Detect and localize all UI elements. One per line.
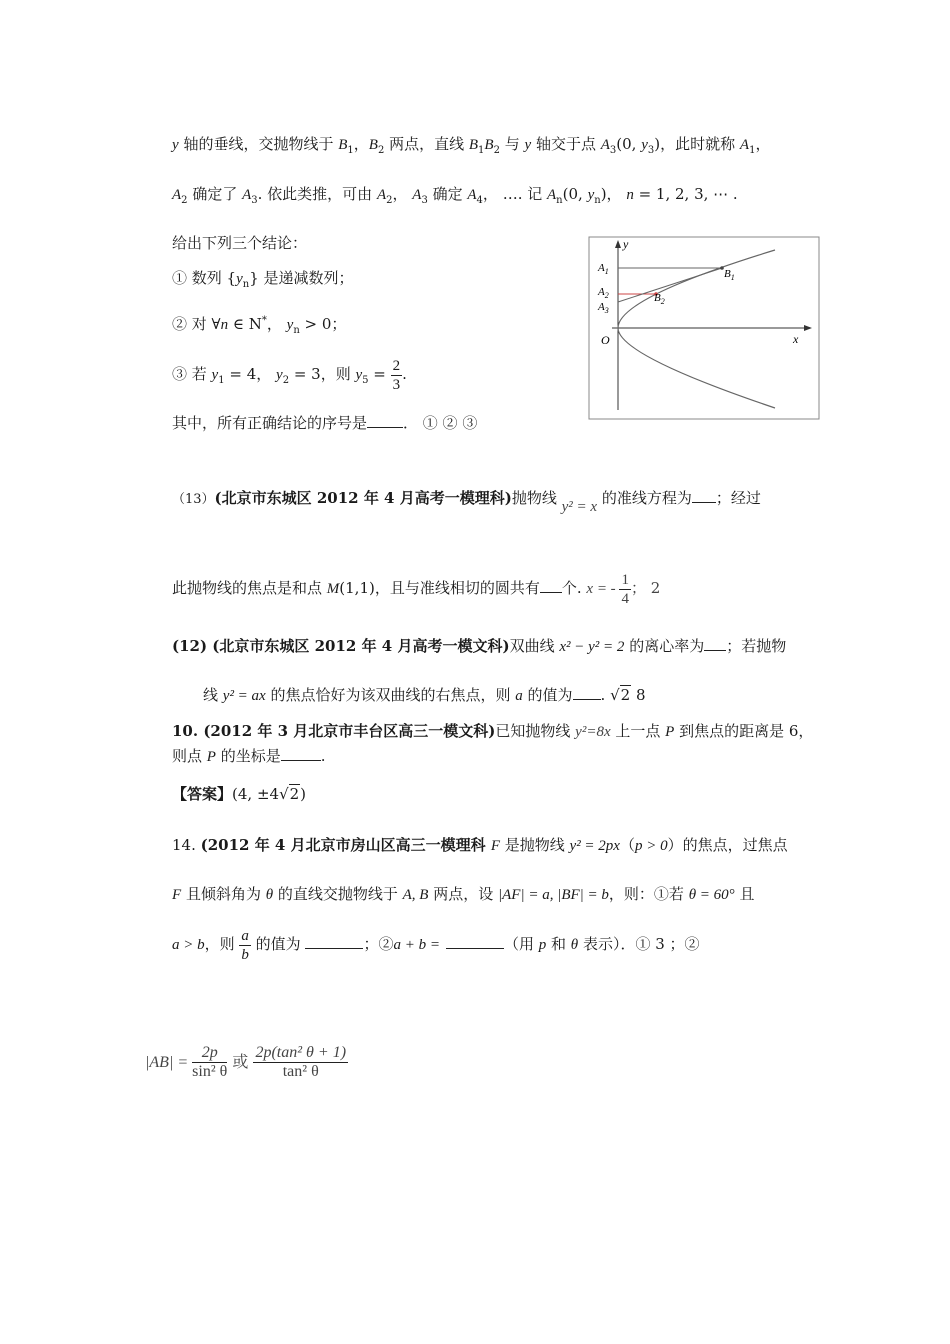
fraction bbox=[391, 357, 403, 394]
text: )， bbox=[600, 185, 627, 203]
q12-line-2 bbox=[203, 685, 646, 706]
text: y bbox=[524, 137, 532, 153]
q14-line-2 bbox=[172, 884, 754, 905]
text: (0, bbox=[616, 135, 642, 153]
text: 两点，设 bbox=[428, 885, 499, 903]
fraction bbox=[192, 1044, 227, 1081]
sqrt-value: 2 bbox=[289, 785, 300, 803]
label-b2: $B_2$ bbox=[654, 292, 665, 306]
text: A bbox=[600, 137, 610, 153]
text: B bbox=[468, 137, 479, 153]
equation: x² − y² = 2 bbox=[559, 639, 625, 655]
text: ，则：①若 bbox=[608, 885, 689, 903]
text: )，此时就称 bbox=[654, 135, 740, 153]
equation: a > b bbox=[172, 937, 205, 953]
text: 已知抛物线 bbox=[495, 722, 576, 740]
numerator: 1 bbox=[621, 571, 629, 588]
sqrt-value: 2 bbox=[620, 686, 631, 704]
answer-label: 【答案】 bbox=[172, 785, 233, 803]
text: 确定了 bbox=[187, 185, 243, 203]
text: 2 bbox=[282, 375, 290, 386]
text: 的准线方程为 bbox=[597, 489, 692, 507]
text: 其中，所有正确结论的序号是 bbox=[172, 414, 368, 432]
q10-answer bbox=[172, 784, 306, 804]
text: } 是递减数列； bbox=[249, 269, 354, 287]
text: 到焦点的距离是 bbox=[674, 722, 789, 740]
equation: θ = 60° bbox=[688, 887, 735, 903]
text: y bbox=[172, 137, 179, 153]
text: . 依此类推，可由 bbox=[257, 185, 377, 203]
text: ，且与准线相切的圆共有 bbox=[374, 579, 540, 597]
text: p bbox=[538, 937, 547, 953]
text: n bbox=[242, 279, 250, 290]
text: 2 bbox=[377, 145, 385, 156]
text: A bbox=[242, 187, 252, 203]
question-ask bbox=[172, 413, 477, 433]
text: y bbox=[286, 317, 294, 333]
numerator: 2p(tan² θ + 1) bbox=[255, 1044, 347, 1061]
text: A bbox=[739, 137, 750, 153]
answer-blank bbox=[573, 685, 601, 700]
answer-text: (4, ±4 bbox=[232, 785, 280, 803]
text: F bbox=[490, 838, 500, 854]
fraction bbox=[619, 571, 631, 608]
denominator: tan² θ bbox=[282, 1063, 319, 1080]
answer-text: x = - bbox=[586, 581, 620, 597]
label-b1: $B_1$ bbox=[724, 268, 735, 282]
q14-line-1 bbox=[172, 835, 788, 856]
text: ， bbox=[755, 135, 771, 153]
text: 则点 bbox=[172, 747, 207, 765]
text: 确定 bbox=[427, 185, 468, 203]
text: ， bbox=[353, 135, 369, 153]
text: (1,1) bbox=[339, 579, 375, 597]
text: A bbox=[376, 187, 387, 203]
text: A bbox=[547, 187, 557, 203]
text: 3 bbox=[647, 145, 655, 156]
text: 是抛物线 bbox=[499, 836, 570, 854]
text: ）的焦点，过焦点 bbox=[667, 836, 788, 854]
text: y bbox=[587, 187, 595, 203]
sqrt-sign: √ bbox=[610, 686, 620, 704]
denominator: 4 bbox=[621, 590, 629, 607]
text: 3 bbox=[421, 195, 428, 206]
text: ，则 bbox=[204, 935, 240, 953]
text: 双曲线 bbox=[509, 637, 560, 655]
question-number: 14. bbox=[172, 836, 201, 854]
text: ① 数列 { bbox=[172, 269, 237, 287]
text: ， bbox=[392, 185, 413, 203]
q14-line-3 bbox=[172, 922, 700, 967]
text: n bbox=[293, 325, 300, 336]
text: n bbox=[594, 195, 601, 206]
text: y bbox=[211, 367, 219, 383]
text: 3 bbox=[251, 195, 258, 206]
equation: y² = x bbox=[561, 499, 598, 515]
answer-text: ) bbox=[300, 785, 307, 803]
text: y bbox=[355, 367, 363, 383]
text: A bbox=[172, 187, 182, 203]
text: P bbox=[206, 749, 216, 765]
text: 和 bbox=[546, 935, 571, 953]
label-a1: $A_1$ bbox=[598, 262, 609, 276]
text: 上一点 bbox=[610, 722, 666, 740]
text: 与 bbox=[499, 135, 525, 153]
question-number: （13） bbox=[172, 492, 215, 507]
q13-line-2 bbox=[172, 568, 660, 609]
text: 的直线交抛物线于 bbox=[273, 885, 403, 903]
text: 且倾斜角为 bbox=[181, 885, 266, 903]
denominator: b bbox=[241, 946, 249, 963]
text: F bbox=[172, 887, 182, 903]
equation: y² = ax bbox=[222, 688, 266, 704]
text: . bbox=[600, 686, 611, 704]
q13-line-1 bbox=[172, 488, 761, 515]
answer-text: ． ① ② ③ bbox=[403, 414, 478, 432]
question-source: (2012 年 4 月北京市房山区高三一模理科 bbox=[200, 836, 491, 854]
text: 2 bbox=[181, 195, 188, 206]
denominator: sin² θ bbox=[192, 1063, 228, 1080]
text: ；② bbox=[363, 935, 394, 953]
text: P bbox=[665, 724, 675, 740]
text: 的焦点恰好为该双曲线的右焦点，则 bbox=[265, 686, 516, 704]
text: p > 0 bbox=[634, 838, 668, 854]
text: ， bbox=[798, 722, 814, 740]
text: 抛物线 bbox=[511, 489, 562, 507]
text: 1 bbox=[749, 145, 756, 156]
text: A, B bbox=[402, 887, 429, 903]
text: ， …. 记 bbox=[482, 185, 547, 203]
text: ③ 若 bbox=[172, 365, 212, 383]
text: 或 bbox=[227, 1052, 254, 1071]
text: 1 bbox=[218, 375, 225, 386]
question-source: (2012 年 3 月北京市丰台区高三一模文科) bbox=[203, 722, 496, 740]
numerator: a bbox=[241, 927, 249, 944]
text: . bbox=[320, 747, 326, 765]
text: (0, bbox=[562, 185, 588, 203]
answer-blank bbox=[540, 578, 562, 593]
text: 1 bbox=[347, 145, 354, 156]
question-source: (北京市东城区 2012 年 4 月高考一模文科) bbox=[212, 637, 510, 655]
fraction bbox=[239, 927, 251, 964]
label-a2: $A_2$ bbox=[598, 286, 609, 300]
text: y bbox=[276, 367, 283, 383]
equation: a + b = bbox=[393, 937, 440, 953]
text: ② 对 ∀ bbox=[172, 315, 221, 333]
text: 1 bbox=[478, 145, 485, 156]
text: ， bbox=[266, 315, 287, 333]
text: B bbox=[338, 137, 348, 153]
answer-blank bbox=[305, 934, 363, 949]
origin-label: O bbox=[601, 333, 610, 347]
text: > 0； bbox=[299, 315, 347, 333]
y-axis-label: y bbox=[623, 237, 629, 251]
text: 6 bbox=[788, 722, 799, 740]
text: n bbox=[556, 195, 563, 206]
text: 5 bbox=[362, 375, 369, 386]
text: （ bbox=[619, 836, 635, 854]
text: θ bbox=[570, 937, 579, 953]
question-number: 10. bbox=[172, 722, 204, 740]
text: a bbox=[515, 688, 523, 704]
text: n bbox=[220, 317, 229, 333]
text: y bbox=[641, 137, 648, 153]
question-number: (12) bbox=[172, 637, 213, 655]
text: 此抛物线的焦点是和点 bbox=[172, 579, 327, 597]
text: 线 bbox=[203, 686, 223, 704]
text: θ bbox=[265, 887, 274, 903]
text: B bbox=[484, 137, 494, 153]
answer-blank bbox=[367, 413, 403, 428]
answer-blank bbox=[692, 488, 716, 503]
answer-text: ； 2 bbox=[630, 579, 661, 597]
answer-text: 8 bbox=[631, 686, 646, 704]
answer-blank bbox=[281, 746, 321, 761]
label-a3: $A_3$ bbox=[598, 301, 609, 315]
text: = 1, 2, 3, ⋯ . bbox=[633, 185, 738, 203]
q10-line-1 bbox=[172, 721, 813, 742]
text: 且 bbox=[734, 885, 755, 903]
text: 轴的垂线，交抛物线于 bbox=[178, 135, 339, 153]
text: ；经过 bbox=[715, 489, 761, 507]
q12-line-1 bbox=[172, 636, 786, 657]
sqrt-sign: √ bbox=[279, 785, 289, 803]
text: A bbox=[467, 187, 477, 203]
text: ∈ N bbox=[228, 315, 262, 333]
text: 表示）．① 3 ；② bbox=[578, 935, 700, 953]
answer-blank bbox=[704, 636, 726, 651]
text: 两点，直线 bbox=[384, 135, 469, 153]
answer-blank bbox=[446, 934, 504, 949]
question-source: (北京市东城区 2012 年 4 月高考一模理科) bbox=[214, 489, 512, 507]
line-1 bbox=[172, 134, 770, 161]
text: = bbox=[368, 365, 391, 383]
text: B bbox=[368, 137, 378, 153]
parabola-graph bbox=[588, 236, 820, 420]
fraction bbox=[253, 1044, 348, 1081]
text: y bbox=[236, 271, 243, 287]
equation: |AF| = a, |BF| = b bbox=[498, 887, 609, 903]
text: （用 bbox=[503, 935, 539, 953]
q10-line-2 bbox=[172, 746, 326, 767]
numerator: 2 bbox=[392, 357, 401, 374]
x-axis-label: x bbox=[793, 332, 799, 346]
text: 的坐标是 bbox=[215, 747, 281, 765]
text: A bbox=[412, 187, 422, 203]
text: 的值为 bbox=[250, 935, 306, 953]
conclusion-2 bbox=[172, 311, 346, 341]
text: 2 bbox=[493, 145, 500, 156]
conclusion-3 bbox=[172, 354, 407, 401]
text: 轴交于点 bbox=[531, 135, 601, 153]
text: M bbox=[326, 581, 340, 597]
text: n bbox=[626, 187, 634, 203]
text: 3 bbox=[609, 145, 617, 156]
equation: |AB| = bbox=[145, 1054, 193, 1071]
ab-formula bbox=[145, 1038, 348, 1087]
text: 的离心率为 bbox=[624, 637, 705, 655]
denominator: 3 bbox=[392, 376, 401, 393]
text: ；若抛物 bbox=[726, 637, 787, 655]
equation: y² = 2px bbox=[569, 838, 620, 854]
text: * bbox=[261, 315, 267, 326]
conclusion-intro: 给出下列三个结论： bbox=[172, 234, 308, 252]
numerator: 2p bbox=[192, 1044, 227, 1063]
line-2 bbox=[172, 184, 738, 211]
conclusion-1 bbox=[172, 268, 354, 295]
text: . bbox=[402, 365, 407, 383]
equation: y²=8x bbox=[575, 724, 611, 740]
text: 4 bbox=[476, 195, 483, 206]
text: = 3，则 bbox=[289, 365, 356, 383]
text: 个. bbox=[561, 579, 587, 597]
text: 2 bbox=[386, 195, 393, 206]
text: = 4， bbox=[224, 365, 277, 383]
text: 的值为 bbox=[522, 686, 573, 704]
